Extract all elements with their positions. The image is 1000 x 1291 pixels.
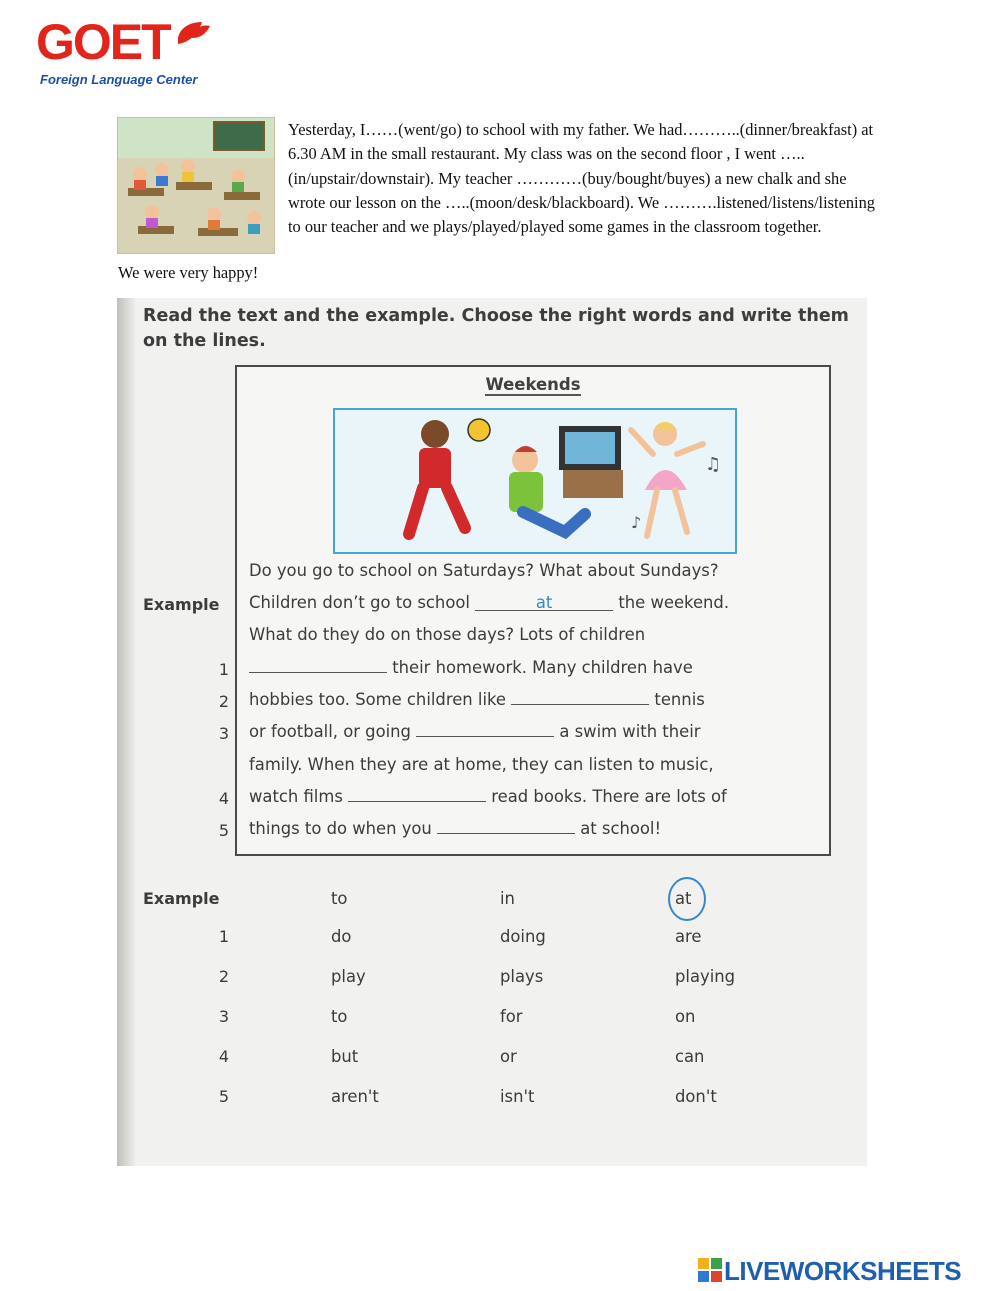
logo-brand-text: GOET <box>36 14 170 70</box>
options-number-2: 2 <box>218 967 229 986</box>
options-number-3: 3 <box>218 1007 229 1026</box>
text-line: family. When they are at home, they can listen to music, <box>249 755 714 774</box>
option-2-c[interactable]: playing <box>675 967 736 986</box>
exercise-instruction: Read the text and the example. Choose the right words and write them on the lines. <box>143 306 849 351</box>
option-2-a[interactable]: play <box>331 967 366 986</box>
intro-paragraph-end: We were very happy! <box>118 263 259 282</box>
answer-blank-2[interactable] <box>511 690 649 705</box>
line-number-4: 4 <box>218 789 229 808</box>
options-example-label: Example <box>143 889 220 908</box>
text-line-5: things to do when you at school! <box>249 819 662 838</box>
option-4-a[interactable]: but <box>331 1047 359 1066</box>
text-line-1: their homework. Many children have <box>249 658 693 677</box>
option-example-b: in <box>500 889 515 908</box>
text-title: Weekends <box>485 375 581 394</box>
answer-blank-1[interactable] <box>249 658 387 673</box>
text-line-4: watch films read books. There are lots of <box>249 787 727 806</box>
liveworksheets-icon <box>698 1258 722 1282</box>
option-5-b[interactable]: isn't <box>500 1087 535 1106</box>
goet-logo <box>36 14 216 94</box>
text-line: Do you go to school on Saturdays? What about Sundays? <box>249 561 719 580</box>
option-5-c[interactable]: don't <box>675 1087 717 1106</box>
line-number-3: 3 <box>218 724 229 743</box>
options-number-1: 1 <box>218 927 229 946</box>
text-line: What do they do on those days? Lots of children <box>249 625 646 644</box>
line-number-1: 1 <box>218 660 229 679</box>
svg-text:♫: ♫ <box>705 454 722 475</box>
answer-blank-5[interactable] <box>437 819 575 834</box>
leaf-icon <box>172 14 212 54</box>
text-line-2: hobbies too. Some children like tennis <box>249 690 705 709</box>
answer-blank-3[interactable] <box>416 722 554 737</box>
example-label: Example <box>143 595 220 614</box>
option-3-a[interactable]: to <box>331 1007 348 1026</box>
svg-text:♪: ♪ <box>631 513 642 532</box>
classroom-illustration <box>117 117 275 254</box>
liveworksheets-text: LIVEWORKSHEETS <box>724 1256 962 1286</box>
options-number-4: 4 <box>218 1047 229 1066</box>
answer-blank-4[interactable] <box>348 787 486 802</box>
option-3-b[interactable]: for <box>500 1007 523 1026</box>
option-1-b[interactable]: doing <box>500 927 546 946</box>
weekend-illustration <box>333 408 737 554</box>
option-1-a[interactable]: do <box>331 927 352 946</box>
option-2-b[interactable]: plays <box>500 967 544 986</box>
line-number-2: 2 <box>218 692 229 711</box>
option-example-a: to <box>331 889 348 908</box>
line-number-5: 5 <box>218 821 229 840</box>
options-number-5: 5 <box>218 1087 229 1106</box>
option-3-c[interactable]: on <box>675 1007 696 1026</box>
option-4-c[interactable]: can <box>675 1047 705 1066</box>
book-page-scan <box>117 298 867 1166</box>
logo-subtitle: Foreign Language Center <box>40 72 198 87</box>
example-answer: at <box>475 596 613 611</box>
option-4-b[interactable]: or <box>500 1047 517 1066</box>
text-line-example: Children don’t go to school at the weekend. <box>249 593 730 612</box>
option-1-c[interactable]: are <box>675 927 702 946</box>
intro-paragraph: Yesterday, I……(went/go) to school with my father. We had………..(dinner/breakfast) at 6.30 AM in the small restaurant. My class was on the second floor , I went …..(in/upstair/downstair). My teacher …………(buy/bought/buyes) a new chalk and she wrote our lesson on the …..(moon/desk/blackboard). We ……….listened/listens/listening to our teacher and we plays/played/played some games in the classroom together. <box>288 120 875 237</box>
weekends-text-box <box>235 365 831 856</box>
option-5-a[interactable]: aren't <box>331 1087 379 1106</box>
option-example-c: at <box>675 889 692 908</box>
text-line-3: or football, or going a swim with their <box>249 722 701 741</box>
example-answer-circle <box>668 877 706 921</box>
